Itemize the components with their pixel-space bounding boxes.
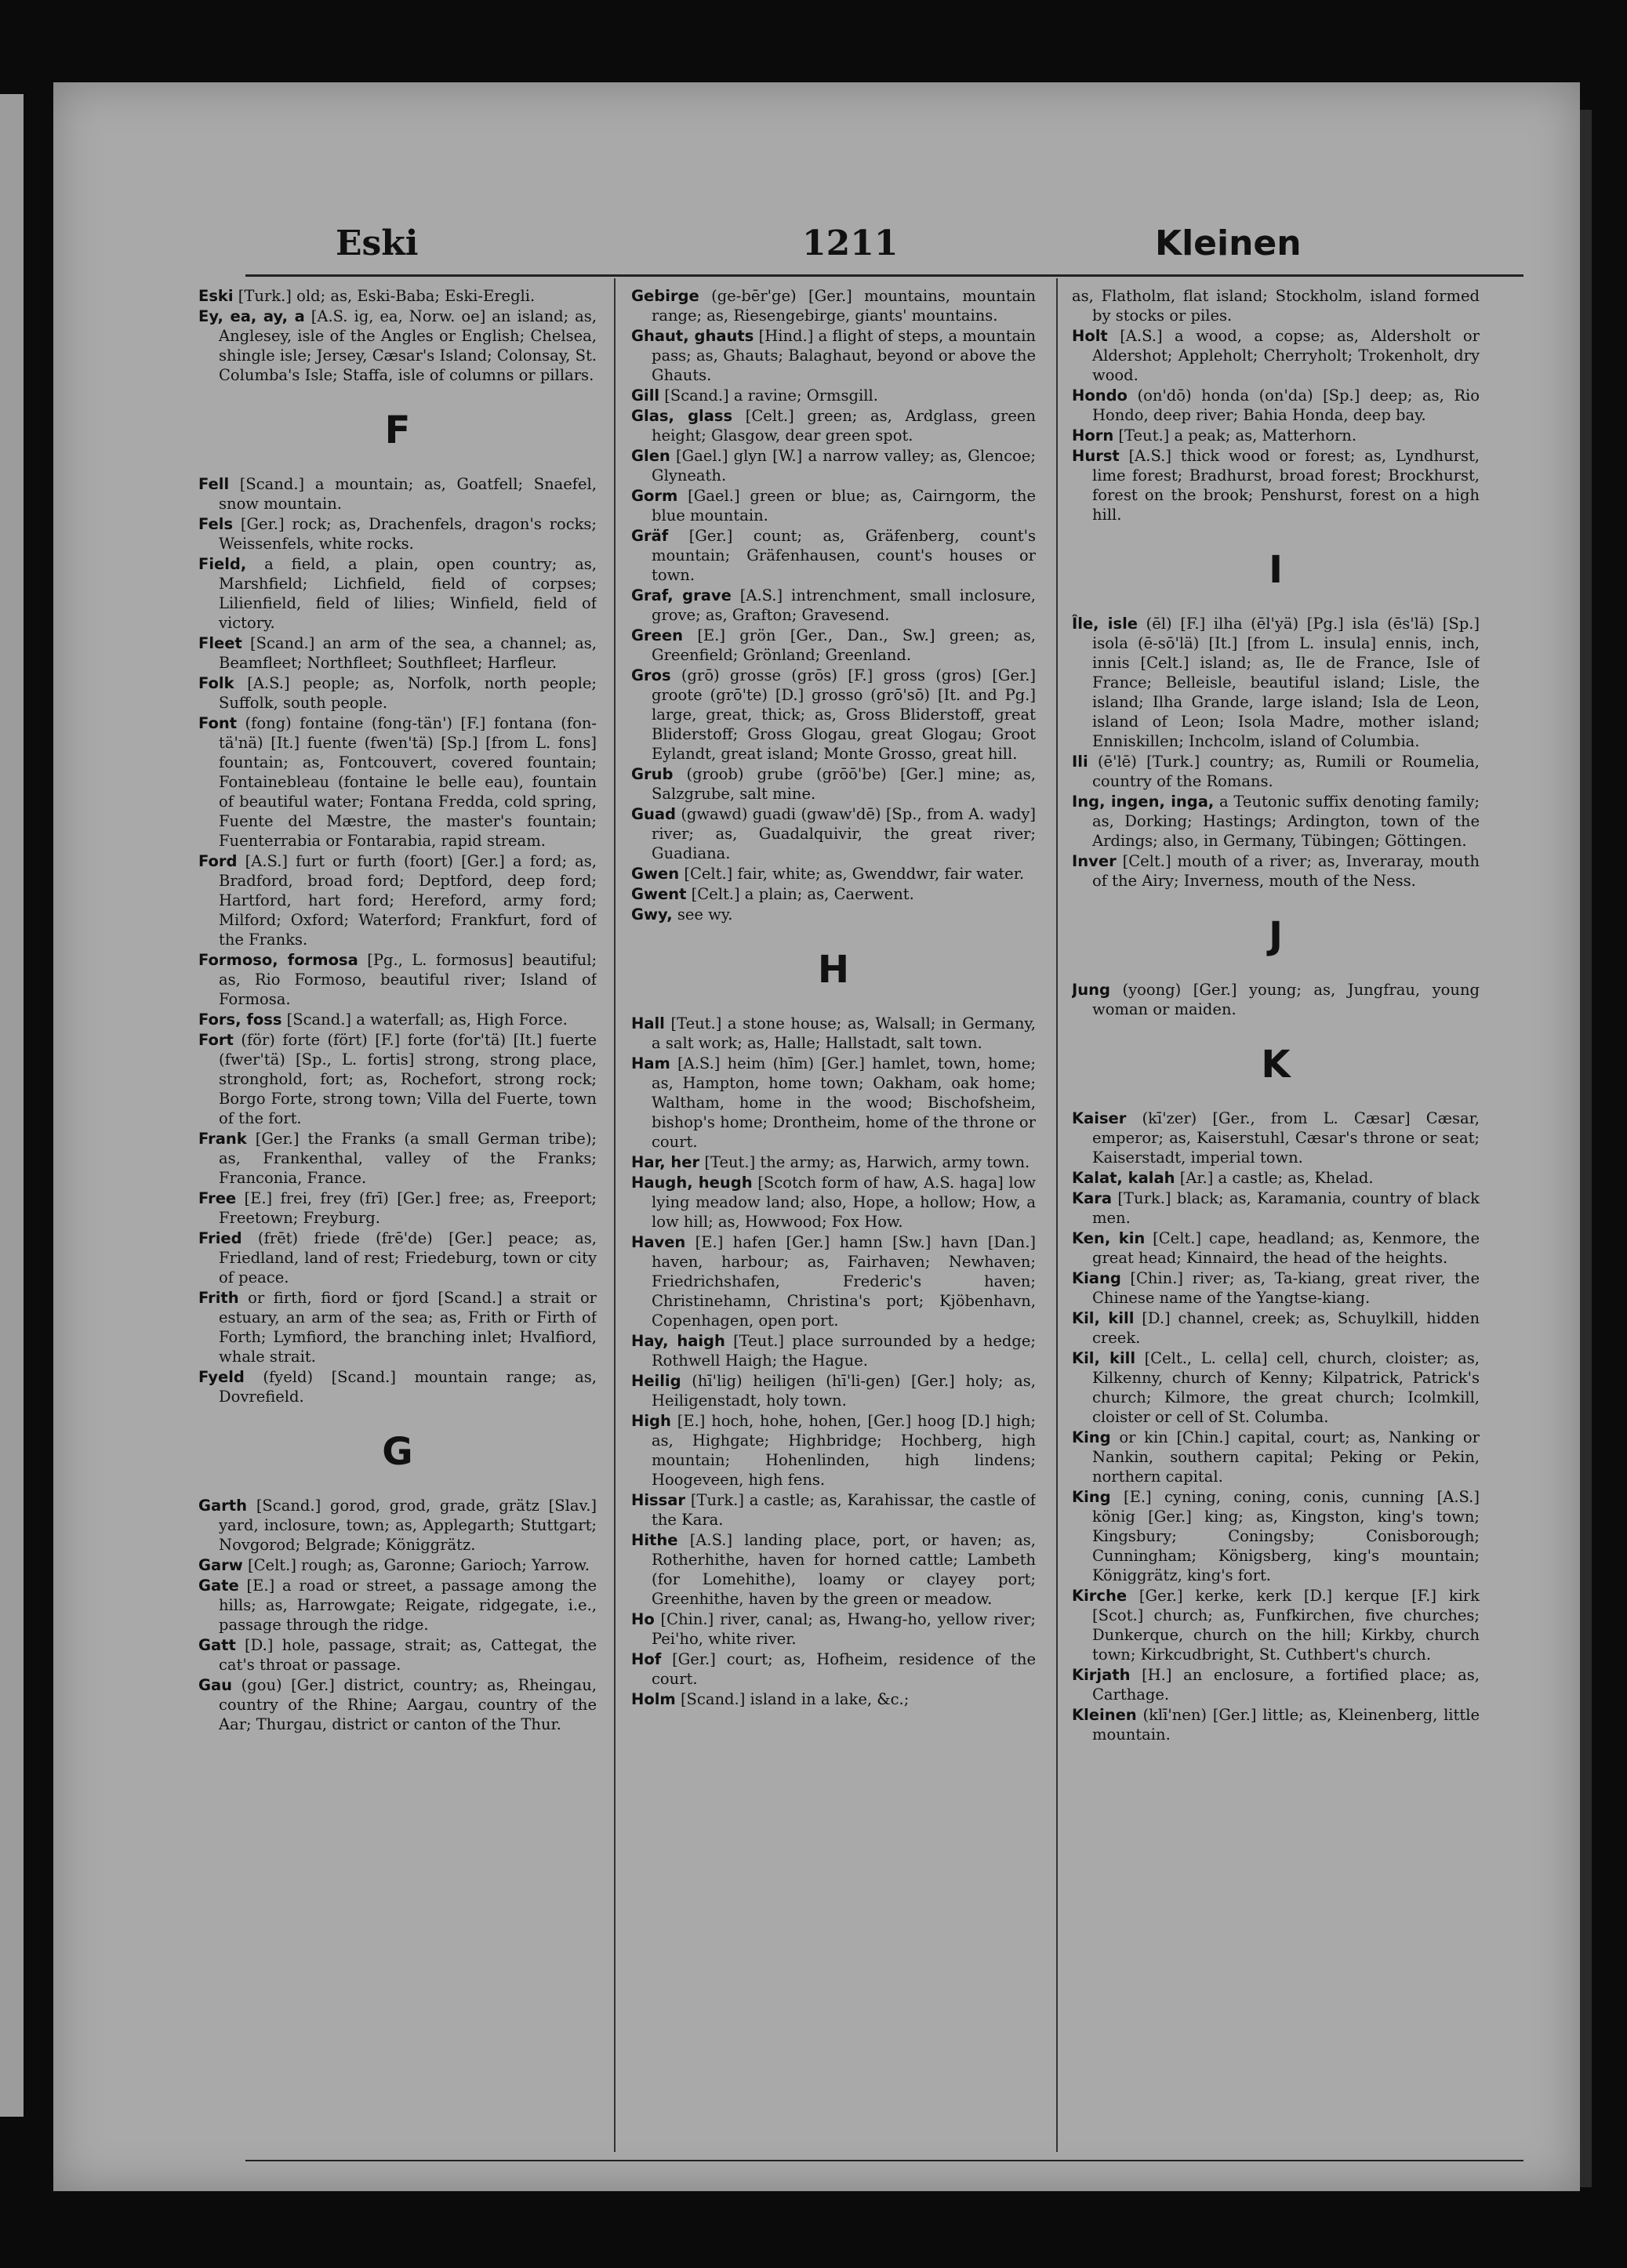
entry-definition: (fyeld) [Scand.] mountain range; as, Dovrefield.: [219, 1368, 597, 1406]
section-letter: H: [817, 948, 850, 992]
entry-headword: Kaiser: [1072, 1109, 1127, 1127]
entry-definition: [Teut.] a stone house; as, Walsall; in Germany, a salt work; as, Halle; Hallstadt, salt town.: [652, 1014, 1036, 1052]
dictionary-entry: [631, 804, 1036, 863]
entry-definition: [Ger.] court; as, Hofheim, residence of the court.: [652, 1650, 1036, 1688]
previous-page-edge: [0, 94, 24, 2117]
dictionary-entry: [631, 864, 1036, 884]
entry-headword: Folk: [198, 674, 234, 692]
entry-headword: Ing, ingen, inga,: [1072, 793, 1215, 811]
dictionary-entry: [198, 1188, 597, 1228]
entry-headword: Ey, ea, ay, a: [198, 307, 305, 325]
dictionary-entry: [631, 1649, 1036, 1689]
entry-headword: Fels: [198, 515, 234, 533]
dictionary-entry: [631, 666, 1036, 764]
dictionary-entry: [631, 286, 1036, 325]
entry-headword: Ford: [198, 852, 238, 870]
entry-definition: or firth, fiord or fjord [Scand.] a strait or estuary, an arm of the sea; as, Frith or Firth of Forth; Lymfiord, the branching inlet; Hvalfiord, whale strait.: [219, 1289, 597, 1366]
section-letter: G: [382, 1430, 413, 1474]
entry-definition: [Gael.] green or blue; as, Cairngorm, the blue mountain.: [652, 487, 1036, 524]
entry-headword: Kalat, kalah: [1072, 1169, 1175, 1187]
entry-definition: [Celt.] mouth of a river; as, Inveraray, mouth of the Airy; Inverness, mouth of the Ness.: [1092, 852, 1480, 890]
entry-definition: [A.S. ig, ea, Norw. oe] an island; as, Anglesey, isle of the Angles or English; Chelsea, shingle isle; Jersey, Cæsar's Island; Colonsay, St. Columba's Isle; Staffa, isle of columns or pillars.: [219, 307, 597, 384]
entry-headword: Graf, grave: [631, 586, 732, 604]
entry-headword: Ho: [631, 1610, 655, 1628]
entry-headword: Kil, kill: [1072, 1349, 1136, 1367]
entry-definition: (gou) [Ger.] district, country; as, Rheingau, country of the Rhine; Aargau, country of the Aar; Thurgau, district or canton of the Thur.: [219, 1676, 597, 1733]
entry-definition: [Celt.] cape, headland; as, Kenmore, the great head; Kinnaird, the head of the heights.: [1092, 1229, 1480, 1267]
entry-headword: Garth: [198, 1497, 247, 1515]
dictionary-entry: [198, 633, 597, 673]
entry-headword: Gebirge: [631, 287, 699, 305]
entry-definition: [E.] hafen [Ger.] hamn [Sw.] havn [Dan.] haven, harbour; as, Fairhaven; Newhaven; Friedrichshafen, Frederic's haven; Christinehamn, Christina's port; Kjöbenhavn, Copenhagen, open port.: [652, 1233, 1036, 1330]
entry-headword: Fell: [198, 475, 230, 493]
entry-definition: [Pg., L. formosus] beautiful; as, Rio Formoso, beautiful river; Island of Formosa.: [219, 951, 597, 1008]
dictionary-entry: [1072, 1487, 1480, 1585]
dictionary-entry: [1072, 286, 1480, 325]
dictionary-entry: [198, 286, 597, 306]
entry-definition: [A.S.] intrenchment, small inclosure, grove; as, Grafton; Gravesend.: [652, 586, 1036, 624]
dictionary-entry: [198, 1675, 597, 1734]
entry-definition: [Gael.] glyn [W.] a narrow valley; as, Glencoe; Glyneath.: [652, 447, 1036, 484]
entry-headword: Kiang: [1072, 1269, 1121, 1287]
column-2: [631, 286, 1036, 2168]
column-1: [198, 286, 597, 2168]
dictionary-entry: [198, 1129, 597, 1188]
entry-headword: Hissar: [631, 1491, 685, 1509]
entry-definition: [A.S.] people; as, Norfolk, north people; Suffolk, south people.: [219, 674, 597, 712]
entry-definition: see wy.: [677, 905, 733, 924]
dictionary-entry: [198, 1555, 597, 1575]
entry-definition: [E.] frei, frey (frī) [Ger.] free; as, Freeport; Freetown; Freyburg.: [219, 1189, 597, 1227]
entry-definition: as, Flatholm, flat island; Stockholm, island formed by stocks or piles.: [1072, 287, 1480, 325]
entry-definition: [Turk.] a castle; as, Karahissar, the castle of the Kara.: [652, 1491, 1036, 1529]
entry-headword: Horn: [1072, 426, 1114, 445]
entry-definition: (fong) fontaine (fong-tän') [F.] fontana (fon-tä'nä) [It.] fuente (fwen'tä) [Sp.] [from L. fons] fountain; as, Fontcouvert, covered fountain; Fontainebleau (fontaine le belle eau), fountain of beautiful water; Fontana Fredda, cold spring, Fuente del Mæstre, the master's fountain; Fuenterrabia or Fontarabia, rapid stream.: [219, 714, 597, 850]
entry-headword: Kara: [1072, 1189, 1113, 1207]
entry-definition: a Teutonic suffix denoting family; as, Dorking; Hastings; Ardington, town of the Ardings; also, in Germany, Tübingen; Göttingen.: [1092, 793, 1480, 850]
section-letter: J: [1269, 914, 1283, 958]
entry-definition: [Hind.] a flight of steps, a mountain pass; as, Ghauts; Balaghaut, beyond or above the Ghauts.: [652, 327, 1036, 384]
entry-headword: Hithe: [631, 1531, 678, 1549]
entry-definition: [Ger.] the Franks (a small German tribe); as, Frankenthal, valley of the Franks; Franconia, France.: [219, 1130, 597, 1187]
entry-headword: Fried: [198, 1229, 242, 1247]
entry-headword: Glas, glass: [631, 407, 733, 425]
entry-definition: [Teut.] the army; as, Harwich, army town.: [704, 1153, 1030, 1171]
section-letter: K: [1261, 1043, 1291, 1087]
dictionary-entry: [198, 851, 597, 949]
dictionary-entry: [631, 1689, 1036, 1709]
dictionary-entry: [1072, 1705, 1480, 1744]
dictionary-entry: [1072, 1228, 1480, 1268]
entry-definition: [Scand.] a waterfall; as, High Force.: [286, 1011, 568, 1029]
entry-headword: Font: [198, 714, 238, 732]
dictionary-entry: [631, 1530, 1036, 1609]
entry-definition: [E.] grön [Ger., Dan., Sw.] green; as, Greenfield; Grönland; Greenland.: [652, 626, 1036, 664]
dictionary-entry: [631, 406, 1036, 445]
dictionary-entry: [631, 326, 1036, 385]
entry-definition: [E.] hoch, hohe, hohen, [Ger.] hoog [D.] high; as, Highgate; Highbridge; Hochberg, high mountain; Hohenlinden, high lindens; Hoogeveen, high fens.: [652, 1412, 1036, 1489]
entry-headword: Hof: [631, 1650, 662, 1668]
entry-headword: Guad: [631, 805, 677, 823]
entry-definition: [A.S.] a wood, a copse; as, Aldersholt or Aldershot; Appleholt; Cherryholt; Trokenholt, dry wood.: [1092, 327, 1480, 384]
entry-definition: [A.S.] thick wood or forest; as, Lyndhurst, lime forest; Bradhurst, broad forest; Brockhurst, forest on the brook; Penshurst, forest on a high hill.: [1092, 447, 1480, 524]
dictionary-entry: [198, 1367, 597, 1406]
entry-headword: Gros: [631, 666, 671, 684]
entry-headword: King: [1072, 1428, 1111, 1446]
entry-headword: Green: [631, 626, 683, 644]
entry-headword: Eski: [198, 287, 234, 305]
dictionary-entry: [631, 1331, 1036, 1370]
entry-definition: [A.S.] landing place, port, or haven; as, Rotherhithe, haven for horned cattle; Lambeth (for Lomehithe), loamy or clayey port; Greenhithe, haven by the green or meadow.: [652, 1531, 1036, 1608]
entry-headword: Gill: [631, 386, 660, 405]
entry-headword: Gorm: [631, 487, 678, 505]
dictionary-entry: [1072, 1109, 1480, 1167]
dictionary-entry: [631, 1014, 1036, 1053]
entry-definition: [Ger.] rock; as, Drachenfels, dragon's rocks; Weissenfels, white rocks.: [219, 515, 597, 553]
dictionary-entry: [631, 1609, 1036, 1649]
entry-definition: (ge-bēr'ge) [Ger.] mountains, mountain range; as, Riesengebirge, giants' mountains.: [652, 287, 1036, 325]
entry-headword: Fyeld: [198, 1368, 245, 1386]
dictionary-entry: [198, 1576, 597, 1635]
dictionary-entry: [198, 554, 597, 633]
entry-headword: Frank: [198, 1130, 247, 1148]
entry-definition: (on'dō) honda (on'da) [Sp.] deep; as, Rio Hondo, deep river; Bahia Honda, deep bay.: [1092, 386, 1480, 424]
dictionary-entry: [1072, 1348, 1480, 1427]
entry-definition: [Ar.] a castle; as, Khelad.: [1179, 1169, 1374, 1187]
dictionary-entry: [631, 1173, 1036, 1232]
entry-headword: King: [1072, 1488, 1111, 1506]
entry-headword: Kirche: [1072, 1587, 1128, 1605]
dictionary-entry: [1072, 851, 1480, 891]
entry-headword: Haugh, heugh: [631, 1174, 753, 1192]
header-last-word: Kleinen: [1155, 223, 1302, 263]
dictionary-entry: [1072, 1268, 1480, 1308]
dictionary-entry: [198, 307, 597, 385]
entry-headword: Fleet: [198, 634, 242, 652]
entry-definition: (ēl) [F.] ilha (ēl'yä) [Pg.] isla (ēs'lä) [Sp.] isola (ē-sō'lä) [It.] [from L. insula] ennis, inch, innis [Celt.] island; as, Ile de France, Isle of France; Belleisle, beautiful island; Lisle, the island; Ilha Grande, large island; Isla de Leon, island of Leon; Isola Madre, mother island; Enniskillen; Inchcolm, island of Columbia.: [1092, 615, 1480, 750]
entry-definition: (yoong) [Ger.] young; as, Jungfrau, young woman or maiden.: [1092, 981, 1480, 1018]
entry-definition: (kī'zer) [Ger., from L. Cæsar] Cæsar, emperor; as, Kaiserstuhl, Cæsar's throne or seat; Kaiserstadt, imperial town.: [1092, 1109, 1480, 1167]
page-sheet: [53, 82, 1580, 2191]
entry-headword: Hall: [631, 1014, 665, 1032]
entry-definition: [Turk.] black; as, Karamania, country of black men.: [1092, 1189, 1480, 1227]
dictionary-entry: [631, 446, 1036, 485]
entry-headword: Gate: [198, 1577, 239, 1595]
dictionary-entry: [631, 386, 1036, 405]
running-header: [198, 223, 1563, 286]
entry-headword: Fors, foss: [198, 1011, 282, 1029]
entry-headword: Inver: [1072, 852, 1117, 870]
dictionary-entry: [631, 764, 1036, 804]
entry-definition: [Celt.] rough; as, Garonne; Garioch; Yarrow.: [248, 1556, 590, 1574]
dictionary-entry: [631, 1490, 1036, 1530]
entry-headword: Garw: [198, 1556, 243, 1574]
entry-definition: [Celt., L. cella] cell, church, cloister; as, Kilkenny, church of Kenny; Kilpatrick, Patrick's church; Kilmore, the great church; Icolmkill, cloister or cell of St. Columba.: [1092, 1349, 1480, 1426]
entry-headword: Haven: [631, 1233, 686, 1251]
entry-headword: Grub: [631, 765, 674, 783]
entry-headword: Gwy,: [631, 905, 673, 924]
dictionary-entry: [631, 486, 1036, 525]
entry-definition: (grō) grosse (grōs) [F.] gross (gros) [Ger.] groote (grō'te) [D.] grosso (grō'sō) [It. and Pg.] large, great, thick; as, Gross Bliderstoff, great Bliderstoff; Gross Glogau, great Glogau; Groot Eylandt, great island; Monte Grosso, great hill.: [652, 666, 1036, 763]
page-number: 1211: [802, 223, 899, 263]
column-3: [1072, 286, 1480, 2168]
dictionary-entry: [198, 950, 597, 1009]
dictionary-entry: [1072, 426, 1480, 445]
dictionary-entry: [631, 905, 1036, 924]
dictionary-entry: [198, 673, 597, 713]
entry-definition: [Ger.] kerke, kerk [D.] kerque [F.] kirk [Scot.] church; as, Funfkirchen, five churches; Dunkerque, church on the hill; Kirkby, church town; Kirkcudbright, St. Cuthbert's church.: [1092, 1587, 1480, 1664]
dictionary-entry: [631, 526, 1036, 585]
entry-definition: [D.] hole, passage, strait; as, Cattegat, the cat's throat or passage.: [219, 1636, 597, 1674]
dictionary-entry: [1072, 792, 1480, 851]
dictionary-entry: [631, 1054, 1036, 1152]
entry-headword: Gau: [198, 1676, 233, 1694]
entry-headword: Gräf: [631, 527, 669, 545]
entry-definition: [Scand.] gorod, grod, grade, grätz [Slav.] yard, inclosure, town; as, Applegarth; Stuttgart; Novgorod; Belgrade; Königgrätz.: [219, 1497, 597, 1554]
entry-headword: Heilig: [631, 1372, 681, 1390]
dictionary-entry: [631, 1152, 1036, 1172]
entry-definition: or kin [Chin.] capital, court; as, Nanking or Nankin, southern capital; Peking or Pekin, northern capital.: [1092, 1428, 1480, 1486]
section-letter: F: [384, 408, 411, 452]
dictionary-page: [198, 169, 1563, 2175]
header-rule: [245, 274, 1523, 277]
entry-definition: (gwawd) guadi (gwaw'dē) [Sp., from A. wady] river; as, Guadalquivir, the great river; Guadiana.: [652, 805, 1036, 862]
entry-headword: High: [631, 1412, 671, 1430]
entry-definition: [Turk.] old; as, Eski-Baba; Eski-Eregli.: [238, 287, 536, 305]
entry-headword: Frith: [198, 1289, 239, 1307]
entry-definition: [Chin.] river; as, Ta-kiang, great river, the Chinese name of the Yangtse-kiang.: [1092, 1269, 1480, 1307]
dictionary-entry: [631, 1232, 1036, 1330]
entry-headword: Kil, kill: [1072, 1309, 1135, 1327]
dictionary-entry: [631, 884, 1036, 904]
entry-headword: Ghaut, ghauts: [631, 327, 754, 345]
footer-rule: [245, 2160, 1523, 2161]
entry-definition: (för) forte (fört) [F.] forte (for'tä) [It.] fuerte (fwer'tä) [Sp., L. fortis] strong, strong place, stronghold, fort; as, Rochefort, strong rock; Borgo Forte, strong town; Villa del Fuerte, town of the fort.: [219, 1031, 597, 1127]
entry-headword: Ken, kin: [1072, 1229, 1146, 1247]
entry-definition: [Scand.] island in a lake, &c.;: [680, 1690, 910, 1708]
entry-definition: [Scotch form of haw, A.S. haga] low lying meadow land; also, Hope, a hollow; How, a low hill; as, Howwood; Fox How.: [652, 1174, 1036, 1231]
entry-definition: (hī'lig) heiligen (hī'li-gen) [Ger.] holy; as, Heiligenstadt, holy town.: [652, 1372, 1036, 1410]
entry-headword: Ili: [1072, 753, 1088, 771]
entry-definition: a field, a plain, open country; as, Marshfield; Lichfield, field of corpses; Lilienfield, field of lilies; Winfield, field of victory.: [219, 555, 597, 632]
header-first-word: Eski: [336, 223, 419, 263]
dictionary-entry: [1072, 326, 1480, 385]
dictionary-entry: [1072, 1188, 1480, 1228]
entry-headword: Hondo: [1072, 386, 1128, 405]
entry-definition: [E.] cyning, coning, conis, cunning [A.S.] könig [Ger.] king; as, Kingston, king's town; Kingsbury; Coningsby; Conisborough; Cunningham; Königsberg, king's mountain; Königgrätz, king's fort.: [1092, 1488, 1480, 1584]
entry-definition: (frēt) friede (frē'de) [Ger.] peace; as, Friedland, land of rest; Friedeburg, town or city of peace.: [219, 1229, 597, 1286]
entry-definition: [E.] a road or street, a passage among the hills; as, Harrowgate; Reigate, ridgegate, i.e., passage through the ridge.: [219, 1577, 597, 1634]
entry-headword: Hurst: [1072, 447, 1120, 465]
dictionary-entry: [198, 1288, 597, 1366]
entry-definition: [Teut.] a peak; as, Matterhorn.: [1118, 426, 1357, 445]
dictionary-entry: [198, 474, 597, 513]
dictionary-entry: [198, 713, 597, 851]
dictionary-entry: [1072, 1665, 1480, 1704]
dictionary-entry: [1072, 1168, 1480, 1188]
entry-definition: [Scand.] a ravine; Ormsgill.: [664, 386, 878, 405]
entry-headword: Kirjath: [1072, 1666, 1131, 1684]
dictionary-entry: [198, 1635, 597, 1675]
entry-definition: [Teut.] place surrounded by a hedge; Rothwell Haigh; the Hague.: [652, 1332, 1036, 1370]
entry-headword: Île, isle: [1072, 615, 1138, 633]
dictionary-entry: [198, 1010, 597, 1029]
entry-definition: (ē'lē) [Turk.] country; as, Rumili or Roumelia, country of the Romans.: [1092, 753, 1480, 790]
entry-definition: [Celt.] fair, white; as, Gwenddwr, fair water.: [684, 865, 1025, 883]
dictionary-entry: [631, 626, 1036, 665]
section-letter: I: [1269, 548, 1283, 592]
dictionary-entry: [198, 514, 597, 553]
entry-headword: Kleinen: [1072, 1706, 1137, 1724]
entry-definition: [Ger.] count; as, Gräfenberg, count's mountain; Gräfenhausen, count's houses or town.: [652, 527, 1036, 584]
entry-definition: (klī'nen) [Ger.] little; as, Kleinenberg, little mountain.: [1092, 1706, 1480, 1744]
dictionary-entry: [1072, 446, 1480, 524]
entry-headword: Glen: [631, 447, 670, 465]
column-divider: [614, 278, 616, 2152]
dictionary-entry: [631, 1411, 1036, 1490]
entry-headword: Formoso, formosa: [198, 951, 358, 969]
entry-headword: Gatt: [198, 1636, 236, 1654]
dictionary-entry: [198, 1228, 597, 1287]
entry-definition: [Chin.] river, canal; as, Hwang-ho, yellow river; Pei'ho, white river.: [652, 1610, 1036, 1648]
entry-headword: Field,: [198, 555, 247, 573]
column-divider: [1056, 278, 1058, 2152]
dictionary-entry: [198, 1496, 597, 1555]
entry-definition: (groob) grube (grōō'be) [Ger.] mine; as, Salzgrube, salt mine.: [652, 765, 1036, 803]
entry-headword: Holt: [1072, 327, 1108, 345]
entry-headword: Fort: [198, 1031, 234, 1049]
entry-definition: [D.] channel, creek; as, Schuylkill, hidden creek.: [1092, 1309, 1480, 1347]
entry-definition: [A.S.] furt or furth (foort) [Ger.] a ford; as, Bradford, broad ford; Deptford, deep ford; Hartford, hart ford; Hereford, army ford; Milford; Oxford; Waterford; Frankfurt, ford of the Franks.: [219, 852, 597, 949]
dictionary-entry: [631, 586, 1036, 625]
entry-headword: Hay, haigh: [631, 1332, 725, 1350]
entry-definition: [A.S.] heim (hīm) [Ger.] hamlet, town, home; as, Hampton, home town; Oakham, oak home; Waltham, home in the wood; Bischofsheim, bishop's home; Drontheim, home of the throne or court.: [652, 1054, 1036, 1151]
entry-definition: [Scand.] a mountain; as, Goatfell; Snaefel, snow mountain.: [219, 475, 597, 513]
entry-headword: Holm: [631, 1690, 676, 1708]
dictionary-entry: [1072, 614, 1480, 751]
entry-headword: Jung: [1072, 981, 1110, 999]
dictionary-entry: [1072, 980, 1480, 1019]
entry-headword: Ham: [631, 1054, 670, 1072]
dictionary-entry: [1072, 1308, 1480, 1348]
dictionary-entry: [1072, 1428, 1480, 1486]
dictionary-entry: [1072, 386, 1480, 425]
entry-definition: [Celt.] green; as, Ardglass, green height; Glasgow, dear green spot.: [652, 407, 1036, 445]
dictionary-entry: [1072, 1586, 1480, 1664]
entry-definition: [Scand.] an arm of the sea, a channel; as, Beamfleet; Northfleet; Southfleet; Harfleur.: [219, 634, 597, 672]
entry-headword: Free: [198, 1189, 237, 1207]
entry-definition: [Celt.] a plain; as, Caerwent.: [691, 885, 914, 903]
dictionary-entry: [1072, 752, 1480, 791]
dictionary-entry: [198, 1030, 597, 1128]
entry-headword: Har, her: [631, 1153, 700, 1171]
entry-definition: [H.] an enclosure, a fortified place; as, Carthage.: [1092, 1666, 1480, 1704]
entry-headword: Gwen: [631, 865, 680, 883]
entry-headword: Gwent: [631, 885, 687, 903]
dictionary-entry: [631, 1371, 1036, 1410]
